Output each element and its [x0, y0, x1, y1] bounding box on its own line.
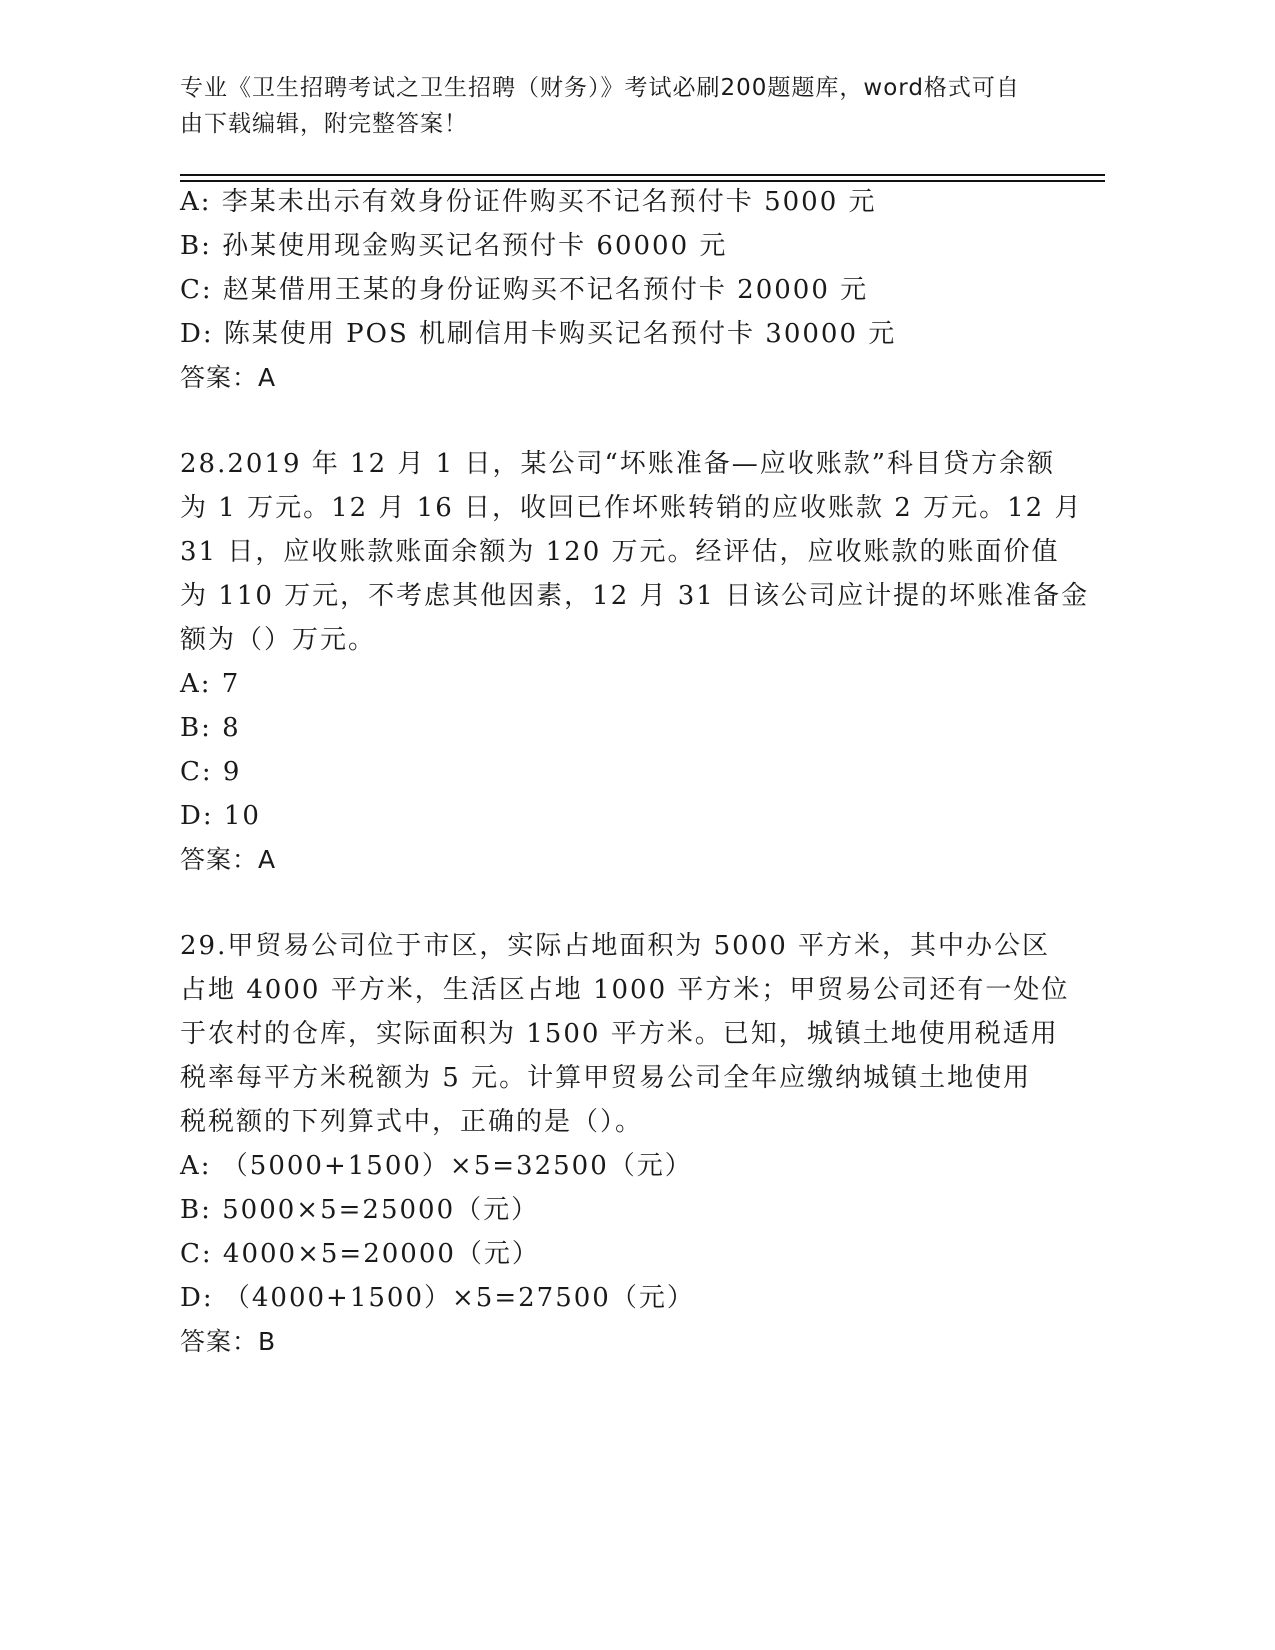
option-b: B: 孙某使用现金购买记名预付卡 60000 元 — [180, 231, 728, 261]
question-stem-line: 税税额的下列算式中，正确的是（）。 — [180, 1107, 644, 1137]
answer-line: 答案：A — [180, 845, 277, 874]
answer-line: 答案：A — [180, 363, 277, 392]
option-c: C: 9 — [180, 757, 242, 787]
question-28 — [180, 442, 1090, 882]
option-a: A: 7 — [180, 669, 241, 699]
option-d: D: 陈某使用 POS 机刷信用卡购买记名预付卡 30000 元 — [180, 319, 897, 349]
option-c: C: 赵某借用王某的身份证购买不记名预付卡 20000 元 — [180, 275, 869, 305]
question-stem-line: 占地 4000 平方米，生活区占地 1000 平方米；甲贸易公司还有一处位 — [180, 975, 1070, 1005]
option-d: D: （4000+1500）×5=27500（元） — [180, 1283, 695, 1313]
question-stem-line: 税率每平方米税额为 5 元。计算甲贸易公司全年应缴纳城镇土地使用 — [180, 1063, 1032, 1093]
question-stem-line: 29.甲贸易公司位于市区，实际占地面积为 5000 平方米，其中办公区 — [180, 931, 1051, 961]
document-header — [180, 70, 1040, 142]
question-stem-line: 额为（）万元。 — [180, 625, 377, 655]
question-stem-line: 于农村的仓库，实际面积为 1500 平方米。已知，城镇土地使用税适用 — [180, 1019, 1059, 1049]
question-stem-line: 为 1 万元。12 月 16 日，收回已作坏账转销的应收账款 2 万元。12 月 — [180, 493, 1083, 523]
question-stem-line: 31 日，应收账款账面余额为 120 万元。经评估，应收账款的账面价值 — [180, 537, 1060, 567]
answer-line: 答案：B — [180, 1327, 277, 1356]
option-b: B: 5000×5=25000（元） — [180, 1195, 540, 1225]
option-b: B: 8 — [180, 713, 241, 743]
header-rule-top — [180, 174, 1105, 176]
header-title: 专业《卫生招聘考试之卫生招聘（财务）》考试必刷200题题库，word格式可自由下载编辑，附完整答案！ — [180, 75, 1020, 137]
question-29 — [180, 924, 1070, 1364]
question-content — [180, 180, 1090, 1364]
question-stem-line: 28.2019 年 12 月 1 日，某公司“坏账准备—应收账款”科目贷方余额 — [180, 449, 1056, 479]
option-c: C: 4000×5=20000（元） — [180, 1239, 540, 1269]
option-a: A: （5000+1500）×5=32500（元） — [180, 1151, 693, 1181]
option-a: A: 李某未出示有效身份证件购买不记名预付卡 5000 元 — [180, 187, 877, 217]
option-d: D: 10 — [180, 801, 261, 831]
question-27 — [180, 180, 1060, 400]
question-stem-line: 为 110 万元，不考虑其他因素，12 月 31 日该公司应计提的坏账准备金 — [180, 581, 1090, 611]
